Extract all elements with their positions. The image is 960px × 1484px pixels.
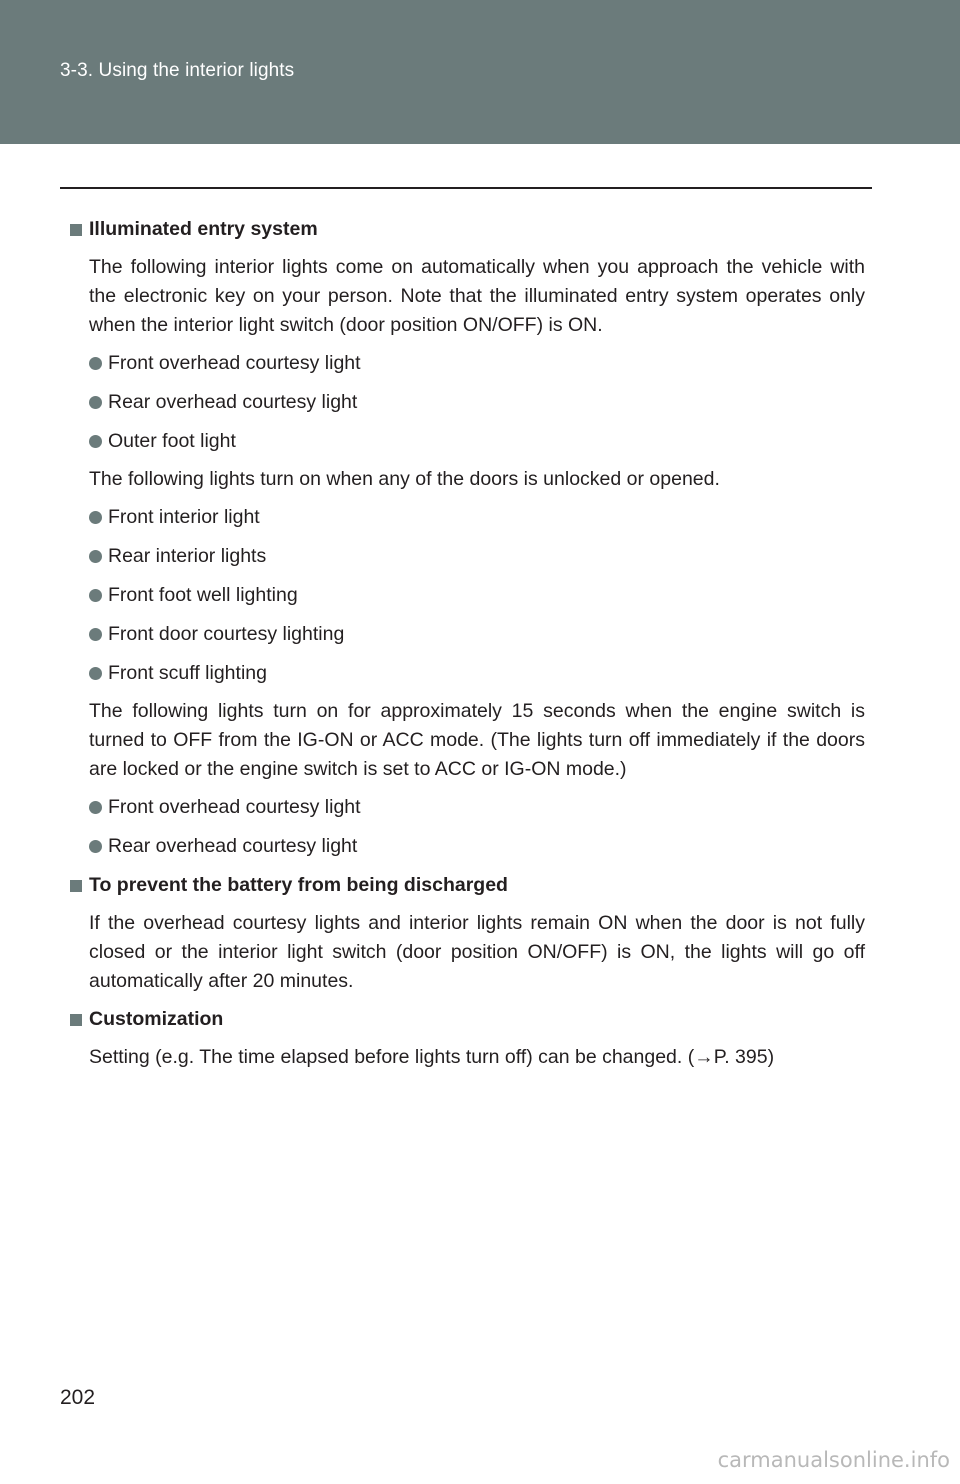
circle-bullet-icon — [89, 667, 102, 680]
heading-text: Customization — [89, 1008, 224, 1030]
heading-text: Illuminated entry system — [89, 218, 318, 240]
square-bullet-icon — [70, 880, 82, 892]
battery-text: If the overhead courtesy lights and interior lights remain ON when the door is not fully closed or the interior light switch (door position ON/OFF) is ON, the lights will go off automatically after 20 minutes. — [89, 912, 865, 992]
page-content — [70, 214, 865, 1072]
circle-bullet-icon — [89, 511, 102, 524]
list-item: Front overhead courtesy light — [89, 792, 865, 823]
list-item: Front scuff lighting — [89, 658, 865, 689]
circle-bullet-icon — [89, 357, 102, 370]
square-bullet-icon — [70, 1014, 82, 1026]
circle-bullet-icon — [89, 628, 102, 641]
entry-para3: The following lights turn on for approximately 15 seconds when the engine switch is turned to OFF from the IG-ON or ACC mode. (The lights turn off immediately if the doors are locked or the engine switch is set to ACC or IG-ON mode.) — [89, 700, 865, 780]
square-bullet-icon — [70, 224, 82, 236]
circle-bullet-icon — [89, 435, 102, 448]
section-heading-battery — [70, 870, 865, 901]
circle-bullet-icon — [89, 550, 102, 563]
list-item: Front overhead courtesy light — [89, 348, 865, 379]
list-item: Front foot well lighting — [89, 580, 865, 611]
circle-bullet-icon — [89, 396, 102, 409]
circle-bullet-icon — [89, 801, 102, 814]
section-heading-customization — [70, 1004, 865, 1035]
page-number: 202 — [60, 1386, 96, 1409]
customization-text: Setting (e.g. The time elapsed before lights turn off) can be changed. (→P. 395) — [89, 1046, 775, 1068]
header-divider — [60, 187, 872, 189]
list-item: Outer foot light — [89, 426, 865, 457]
entry-para2: The following lights turn on when any of the doors is unlocked or opened. — [89, 468, 720, 490]
circle-bullet-icon — [89, 589, 102, 602]
list-item: Rear overhead courtesy light — [89, 831, 865, 862]
list-item: Rear overhead courtesy light — [89, 387, 865, 418]
watermark: carmanualsonline.info — [717, 1448, 950, 1472]
circle-bullet-icon — [89, 840, 102, 853]
entry-intro: The following interior lights come on automatically when you approach the vehicle with the electronic key on your person. Note that the illuminated entry system operates only when the interior light switch (door position ON/OFF) is ON. — [89, 256, 865, 336]
list-item: Front interior light — [89, 502, 865, 533]
list-item: Front door courtesy lighting — [89, 619, 865, 650]
heading-text: To prevent the battery from being discharged — [89, 874, 508, 896]
section-heading-entry — [70, 214, 865, 245]
section-title: 3-3. Using the interior lights — [60, 60, 295, 81]
list-item: Rear interior lights — [89, 541, 865, 572]
